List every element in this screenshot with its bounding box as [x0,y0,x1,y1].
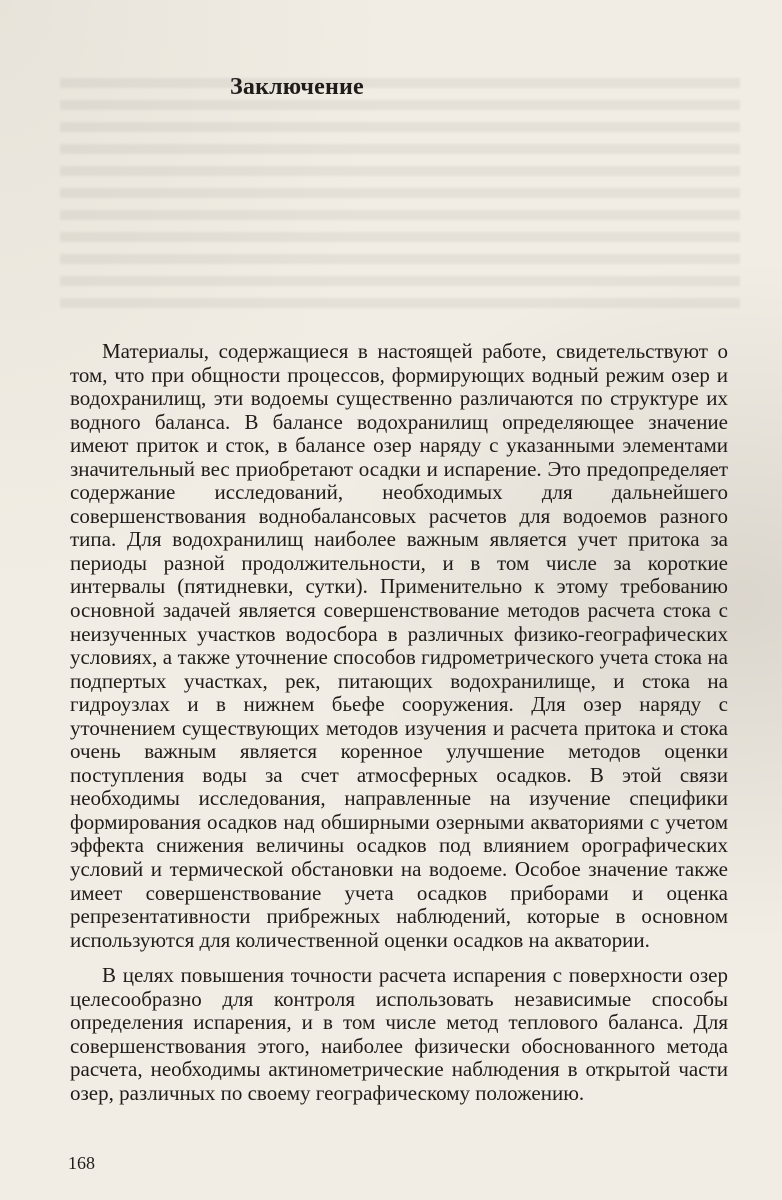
page-number: 168 [68,1153,95,1173]
bleed-through-text [60,78,740,308]
page-title: Заключение [230,74,364,100]
paragraph-1: Материалы, содержащиеся в настоящей работе, свидетельствуют о том, что при общности процессов, формирующих водный режим озер и водохранилищ, эти водоемы существенно различаются по структуре их водного баланса. В балансе водохранилищ определяющее значение имеют приток и сток, в балансе озер наряду с указанными элементами значительный вес приобретают осадки и испарение. Это предопределяет содержание исследований, необходимых для дальнейшего совершенствования воднобалансовых расчетов для водоемов разного типа. Для водохранилищ наиболее важным является учет притока за периоды разной продолжительности, и в том числе за короткие интервалы (пятидневки, сутки). Применительно к этому требованию основной задачей является совершенствование методов расчета стока с неизученных участков водосбора в различных физико-географических условиях, а также уточнение способов гидрометрического учета стока на подпертых участках, рек, питающих водохранилище, и стока на гидроузлах и в нижнем бьефе сооружения. Для озер наряду с уточнением существующих методов изучения и расчета притока и стока очень важным является коренное улучшение методов оценки поступления воды за счет атмосферных осадков. В этой связи необходимы исследования, направленные на изучение специфики формирования осадков над обширными озерными акваториями с учетом эффекта снижения величины осадков под влиянием орографических условий и термической обстановки на водоеме. Особое значение также имеет совершенствование учета осадков приборами и оценка репрезентативности прибрежных наблюдений, которые в основном используются для количественной оценки осадков на акватории. [70,339,728,952]
paragraph-2: В целях повышения точности расчета испарения с поверхности озер целесообразно для контроля использовать независимые способы определения испарения, и в том числе метод теплового баланса. Для совершенствования этого, наиболее физически обоснованного метода расчета, необходимы актинометрические наблюдения в открытой части озер, различных по своему географическому положению. [70,963,728,1105]
conclusion-body [70,340,728,1106]
